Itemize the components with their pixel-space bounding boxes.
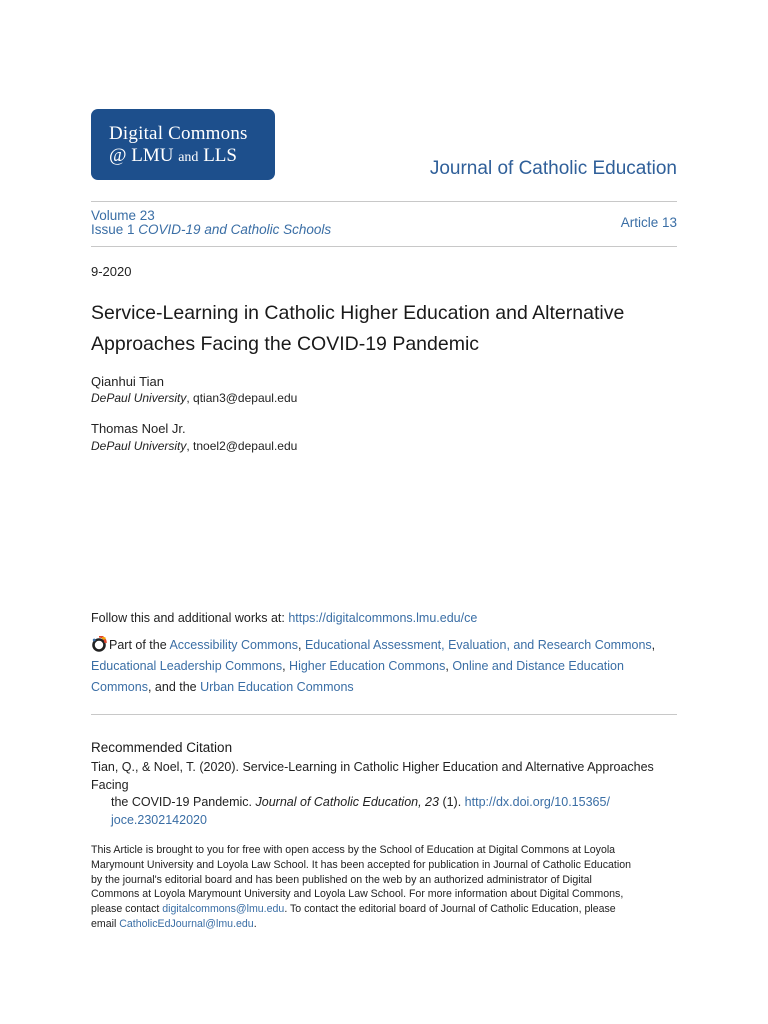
doi-link[interactable]: http://dx.doi.org/10.15365/: [464, 795, 610, 809]
commons-link-online-distance-education-cont[interactable]: Commons: [91, 680, 148, 694]
issue-link[interactable]: Issue 1: [91, 222, 135, 237]
commons-link-urban-education[interactable]: Urban Education Commons: [200, 680, 354, 694]
commons-link-higher-education[interactable]: Higher Education Commons: [289, 659, 446, 673]
article-number-link[interactable]: Article 13: [620, 215, 677, 230]
commons-link-educational-assessment[interactable]: Educational Assessment, Evaluation, and Research Commons: [304, 638, 652, 652]
citation-text: Tian, Q., & Noel, T. (2020). Service-Learning in Catholic Higher Education and Alternative Approaches Facing the COVID-19 Pandemic. Journal of Catholic Education, 23 (1). http://dx.doi.org/10.15365/ joce.2302142020: [91, 759, 691, 829]
commons-link-online-distance-education[interactable]: Online and Distance Education: [452, 659, 624, 673]
logo-line-1: Digital Commons: [109, 123, 248, 144]
logo-line-2: @ LMU and LLS: [109, 145, 237, 166]
issue-name-link[interactable]: COVID-19 and Catholic Schools: [138, 222, 332, 237]
bepress-commons-icon: [91, 636, 107, 652]
divider: [91, 714, 677, 715]
volume-issue-block: [91, 209, 331, 237]
doi-link-cont[interactable]: joce.2302142020: [111, 812, 207, 827]
author-name: Qianhui Tian: [91, 374, 164, 389]
digitalcommons-email-link[interactable]: digitalcommons@lmu.edu: [162, 903, 285, 916]
follow-line: Follow this and additional works at: https://digitalcommons.lmu.edu/ce: [91, 611, 478, 625]
commons-link-accessibility[interactable]: Accessibility Commons: [169, 638, 298, 652]
publication-date: 9-2020: [91, 264, 132, 279]
author-name: Thomas Noel Jr.: [91, 421, 186, 436]
part-of-commons: Part of the Accessibility Commons, Educational Assessment, Evaluation, and Research Commons, Educational Leadership Commons, Higher Education Commons, Online and Distance Education Commons, and the Urban Education Commons: [91, 638, 656, 694]
journal-title-link[interactable]: Journal of Catholic Education: [429, 158, 677, 179]
author-affiliation: DePaul University, tnoel2@depaul.edu: [91, 439, 298, 453]
commons-link-educational-leadership[interactable]: Educational Leadership Commons: [91, 659, 283, 673]
volume-link[interactable]: Volume 23: [91, 208, 155, 223]
divider: [91, 246, 677, 247]
digital-commons-logo[interactable]: [91, 109, 275, 180]
divider: [91, 201, 677, 202]
access-statement: This Article is brought to you for free with open access by the School of Education at Digital Commons at Loyola Marymount University and Loyola Law School. It has been accepted for publication in Journal of Catholic Education by the journal's editorial board and has been published on the web by an authorized administrator of Digital Commons at Loyola Marymount University and Loyola Law School. For more information about Digital Commons, please contact digitalcommons@lmu.edu. To contact the editorial board of Journal of Catholic Education, please email CatholicEdJournal@lmu.edu.: [91, 844, 632, 930]
recommended-citation-heading: Recommended Citation: [91, 740, 233, 755]
collection-url-link[interactable]: https://digitalcommons.lmu.edu/ce: [288, 611, 478, 625]
author-affiliation: DePaul University, qtian3@depaul.edu: [91, 391, 298, 405]
article-title: Service-Learning in Catholic Higher Education and Alternative Approaches Facing the COVID-19 Pandemic: [91, 302, 625, 355]
editorial-email-link[interactable]: CatholicEdJournal@lmu.edu: [119, 917, 254, 930]
